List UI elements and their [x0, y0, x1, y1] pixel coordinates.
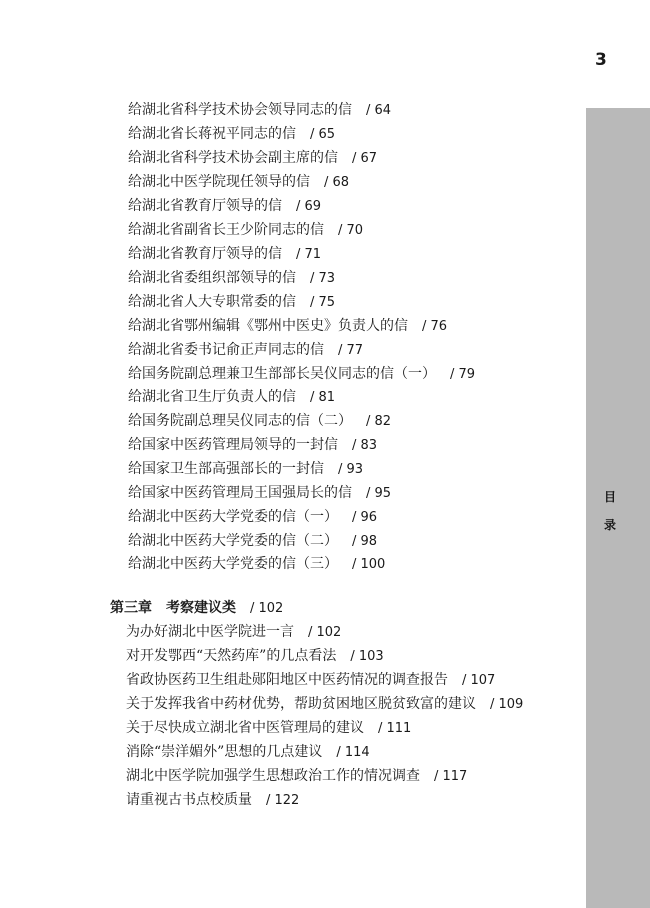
- toc-entry: [128, 458, 363, 480]
- toc-entry-title: 给湖北中医学院现任领导的信: [128, 174, 310, 190]
- toc-entry-page: / 77: [338, 343, 364, 358]
- toc-entry-title: 给湖北省委组织部领导的信: [128, 270, 296, 286]
- toc-entry: [128, 243, 321, 265]
- toc-entry-page: / 102: [308, 625, 342, 640]
- toc-entry-page: / 76: [422, 319, 448, 334]
- toc-entry: [126, 717, 411, 739]
- toc-entry: [128, 434, 377, 456]
- page-number: 3: [595, 50, 607, 70]
- toc-entry: [128, 267, 335, 289]
- toc-entry-page: / 96: [352, 510, 378, 525]
- toc-entry-page: / 65: [310, 127, 336, 142]
- toc-entry: [128, 530, 377, 552]
- toc-entry-title: 给湖北中医药大学党委的信（一）: [128, 509, 338, 525]
- side-tab: [586, 108, 650, 908]
- toc-entry-page: / 114: [336, 745, 370, 760]
- toc-entry-title: 关于尽快成立湖北省中医管理局的建议: [126, 720, 364, 736]
- toc-entry-title: 给湖北省卫生厅负责人的信: [128, 389, 296, 405]
- toc-entry-title: 给湖北省长蒋祝平同志的信: [128, 126, 296, 142]
- toc-entry-page: / 71: [296, 247, 322, 262]
- toc-entry-page: / 109: [490, 697, 524, 712]
- toc-entry: [128, 291, 335, 313]
- toc-entry-page: / 103: [350, 649, 384, 664]
- toc-entry-title: 给湖北中医药大学党委的信（三）: [128, 556, 338, 572]
- toc-entry-title: 消除“崇洋媚外”思想的几点建议: [126, 744, 323, 760]
- toc-entry-title: 请重视古书点校质量: [126, 792, 252, 808]
- toc-entry-title: 给国家中医药管理局领导的一封信: [128, 437, 338, 453]
- toc-entry-title: 给湖北省教育厅领导的信: [128, 246, 282, 262]
- toc-entry: [128, 219, 363, 241]
- toc-entry-page: / 93: [338, 462, 364, 477]
- toc-entry-title: 给湖北省科学技术协会领导同志的信: [128, 102, 352, 118]
- toc-entry-page: / 64: [366, 103, 392, 118]
- toc-entry-title: 给湖北省委书记俞正声同志的信: [128, 342, 324, 358]
- toc-entry: [128, 553, 385, 575]
- toc-entry: [128, 171, 349, 193]
- toc-entry: [128, 315, 447, 337]
- toc-entry-page: / 81: [310, 390, 336, 405]
- toc-entry-page: / 79: [450, 367, 476, 382]
- toc-entry-title: 给湖北省教育厅领导的信: [128, 198, 282, 214]
- toc-entry-page: / 83: [352, 438, 378, 453]
- chapter-heading: [110, 597, 283, 619]
- toc-entry: [128, 386, 335, 408]
- toc-entry: [126, 693, 523, 715]
- toc-entry: [128, 339, 363, 361]
- toc-entry: [128, 363, 475, 385]
- toc-entry-page: / 68: [324, 175, 350, 190]
- side-tab-char: 录: [604, 518, 617, 532]
- toc-entry: [126, 789, 299, 811]
- chapter-title: 第三章 考察建议类: [110, 600, 236, 616]
- toc-entry: [128, 482, 391, 504]
- toc-entry-title: 给国务院副总理兼卫生部部长吴仪同志的信（一）: [128, 366, 436, 382]
- toc-entry: [126, 765, 467, 787]
- toc-entry-title: 给湖北中医药大学党委的信（二）: [128, 533, 338, 549]
- toc-entry: [128, 506, 377, 528]
- toc-entry-page: / 111: [378, 721, 412, 736]
- toc-entry-page: / 70: [338, 223, 364, 238]
- toc-entry: [128, 195, 321, 217]
- toc-entry-title: 对开发鄂西“天然药库”的几点看法: [126, 648, 337, 664]
- toc-entry-page: / 107: [462, 673, 496, 688]
- toc-entry-page: / 69: [296, 199, 322, 214]
- chapter-page: / 102: [250, 601, 284, 616]
- toc-entry-page: / 73: [310, 271, 336, 286]
- toc-entry: [128, 147, 377, 169]
- toc-entry: [126, 669, 495, 691]
- toc-entry-title: 给湖北省人大专职常委的信: [128, 294, 296, 310]
- toc-entry-title: 给国家中医药管理局王国强局长的信: [128, 485, 352, 501]
- toc-entry: [126, 621, 341, 643]
- toc-entry: [128, 123, 335, 145]
- toc-entry: [128, 99, 391, 121]
- toc-entry-page: / 95: [366, 486, 392, 501]
- toc-entry-title: 给国务院副总理吴仪同志的信（二）: [128, 413, 352, 429]
- toc-entry-title: 给国家卫生部高强部长的一封信: [128, 461, 324, 477]
- toc-entry: [126, 645, 384, 667]
- toc-entry-page: / 100: [352, 557, 386, 572]
- toc-entry-page: / 122: [266, 793, 300, 808]
- toc-entry-page: / 82: [366, 414, 392, 429]
- toc-entry-title: 湖北中医学院加强学生思想政治工作的情况调查: [126, 768, 420, 784]
- toc-entry-title: 给湖北省鄂州编辑《鄂州中医史》负责人的信: [128, 318, 408, 334]
- toc-entry-title: 给湖北省副省长王少阶同志的信: [128, 222, 324, 238]
- toc-entry-title: 省政协医药卫生组赴郧阳地区中医药情况的调查报告: [126, 672, 448, 688]
- toc-entry-page: / 98: [352, 534, 378, 549]
- toc-entry-page: / 67: [352, 151, 378, 166]
- side-tab-char: 目: [604, 490, 617, 504]
- toc-entry-title: 给湖北省科学技术协会副主席的信: [128, 150, 338, 166]
- toc-entry: [128, 410, 391, 432]
- toc-entry: [126, 741, 370, 763]
- toc-entry-title: 关于发挥我省中药材优势，帮助贫困地区脱贫致富的建议: [126, 696, 476, 712]
- toc-entry-page: / 117: [434, 769, 468, 784]
- toc-entry-page: / 75: [310, 295, 336, 310]
- toc-entry-title: 为办好湖北中医学院进一言: [126, 624, 294, 640]
